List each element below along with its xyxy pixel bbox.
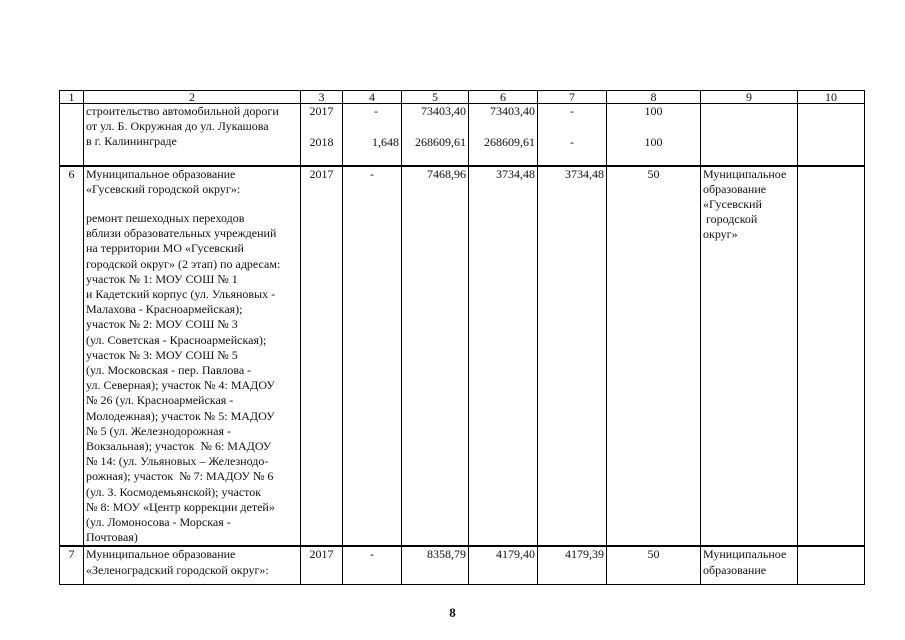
col7-cell xyxy=(538,104,607,166)
col4-cell xyxy=(343,104,402,166)
col6-cell: 3734,48 xyxy=(469,166,538,547)
col7-value: - xyxy=(570,104,574,118)
col7-cell: 3734,48 xyxy=(538,166,607,547)
description-line: Почтовая) xyxy=(86,530,138,545)
col10-cell xyxy=(798,166,865,547)
description-line: на территории МО «Гусевский xyxy=(86,241,244,256)
header-cell: 6 xyxy=(469,91,538,104)
description-line: участок № 3: МОУ СОШ № 5 xyxy=(86,347,238,362)
col8-value: 100 xyxy=(644,135,663,150)
year-cell xyxy=(301,104,343,166)
col5-value: 73403,40 xyxy=(421,104,466,118)
description-line: «Гусевский городской округ»: xyxy=(86,181,241,196)
description-line: Муниципальное образование xyxy=(86,166,236,181)
description-line: Молодежная); участок № 5: МАДОУ xyxy=(86,408,275,423)
header-cell: 10 xyxy=(798,91,865,104)
description-line: № 26 (ул. Красноармейская - xyxy=(86,393,234,408)
col4-value: 1,648 xyxy=(372,135,399,150)
description-line: строительство автомобильной дороги xyxy=(86,104,279,118)
col6-value: 73403,40 xyxy=(490,104,535,118)
col8-cell xyxy=(607,104,701,166)
recipient-cell xyxy=(701,104,798,166)
description-line: (ул. Советская - Красноармейская); xyxy=(86,332,267,347)
description-line: № 14: (ул. Ульяновых – Железнодо- xyxy=(86,454,269,469)
description-cell xyxy=(84,166,301,547)
col8-cell: 50 xyxy=(607,546,701,584)
col10-cell xyxy=(798,546,865,584)
description-line: Вокзальная); участок № 6: МАДОУ xyxy=(86,438,272,453)
header-cell: 2 xyxy=(84,91,301,104)
page-number: 8 xyxy=(449,605,456,620)
year-cell: 2017 xyxy=(301,166,343,547)
recipient-line: образование xyxy=(703,562,767,577)
col7-value: - xyxy=(570,135,574,150)
header-row xyxy=(60,91,865,104)
col4-cell: - xyxy=(343,166,402,547)
description-line: рожная); участок № 7: МАДОУ № 6 xyxy=(86,469,274,484)
description-line: участок № 1: МОУ СОШ № 1 xyxy=(86,271,238,286)
description-line: № 8: МОУ «Центр коррекции детей» xyxy=(86,499,275,514)
description-line: № 5 (ул. Железнодорожная - xyxy=(86,423,232,438)
year-value: 2018 xyxy=(309,135,334,150)
description-line: ремонт пешеходных переходов xyxy=(86,210,245,225)
table-row xyxy=(60,546,865,584)
description-line: ул. Северная); участок № 4: МАДОУ xyxy=(86,378,275,393)
budget-table xyxy=(59,90,865,585)
header-cell: 1 xyxy=(60,91,84,104)
col6-cell: 4179,40 xyxy=(469,546,538,584)
col8-value: 100 xyxy=(644,104,663,118)
description-cell xyxy=(84,104,301,166)
year-value: 2017 xyxy=(309,104,334,118)
description-line: городской округ» (2 этап) по адресам: xyxy=(86,256,281,271)
year-cell: 2017 xyxy=(301,546,343,584)
recipient-cell xyxy=(701,546,798,584)
header-cell: 5 xyxy=(402,91,469,104)
col10-cell xyxy=(798,104,865,166)
row-number-cell: 7 xyxy=(60,546,84,584)
recipient-line: округ» xyxy=(703,227,738,242)
header-cell: 3 xyxy=(301,91,343,104)
description-line: участок № 2: МОУ СОШ № 3 xyxy=(86,317,238,332)
recipient-line: Муниципальное xyxy=(703,547,787,562)
col7-cell: 4179,39 xyxy=(538,546,607,584)
description-line: «Зеленоградский городской округ»: xyxy=(86,562,269,577)
recipient-line: «Гусевский xyxy=(703,196,762,211)
col6-value: 268609,61 xyxy=(484,135,535,150)
row-number-cell: 6 xyxy=(60,166,84,547)
recipient-line: образование xyxy=(703,181,767,196)
col5-cell: 8358,79 xyxy=(402,546,469,584)
description-line: от ул. Б. Окружная до ул. Лукашова xyxy=(86,119,269,134)
row-number-cell xyxy=(60,104,84,166)
header-cell: 7 xyxy=(538,91,607,104)
description-line: (ул. Ломоносова - Морская - xyxy=(86,514,231,529)
col6-cell xyxy=(469,104,538,166)
description-line: Малахова - Красноармейская); xyxy=(86,302,243,317)
col4-cell: - xyxy=(343,546,402,584)
description-line: Муниципальное образование xyxy=(86,547,236,562)
col5-value: 268609,61 xyxy=(415,135,466,150)
description-line: (ул. З. Космодемьянской); участок xyxy=(86,484,262,499)
description-cell xyxy=(84,546,301,584)
description-line: (ул. Московская - пер. Павлова - xyxy=(86,362,252,377)
description-line: и Кадетский корпус (ул. Ульяновых - xyxy=(86,286,276,301)
col8-cell: 50 xyxy=(607,166,701,547)
col4-value: - xyxy=(374,104,378,118)
table-row xyxy=(60,104,865,166)
recipient-line: Муниципальное xyxy=(703,166,787,181)
recipient-cell xyxy=(701,166,798,547)
col5-cell: 7468,96 xyxy=(402,166,469,547)
recipient-line: городской xyxy=(703,212,758,227)
header-cell: 4 xyxy=(343,91,402,104)
table-row xyxy=(60,166,865,547)
description-line: вблизи образовательных учреждений xyxy=(86,226,277,241)
col5-cell xyxy=(402,104,469,166)
header-cell: 8 xyxy=(607,91,701,104)
description-line: в г. Калининграде xyxy=(86,134,177,149)
header-cell: 9 xyxy=(701,91,798,104)
